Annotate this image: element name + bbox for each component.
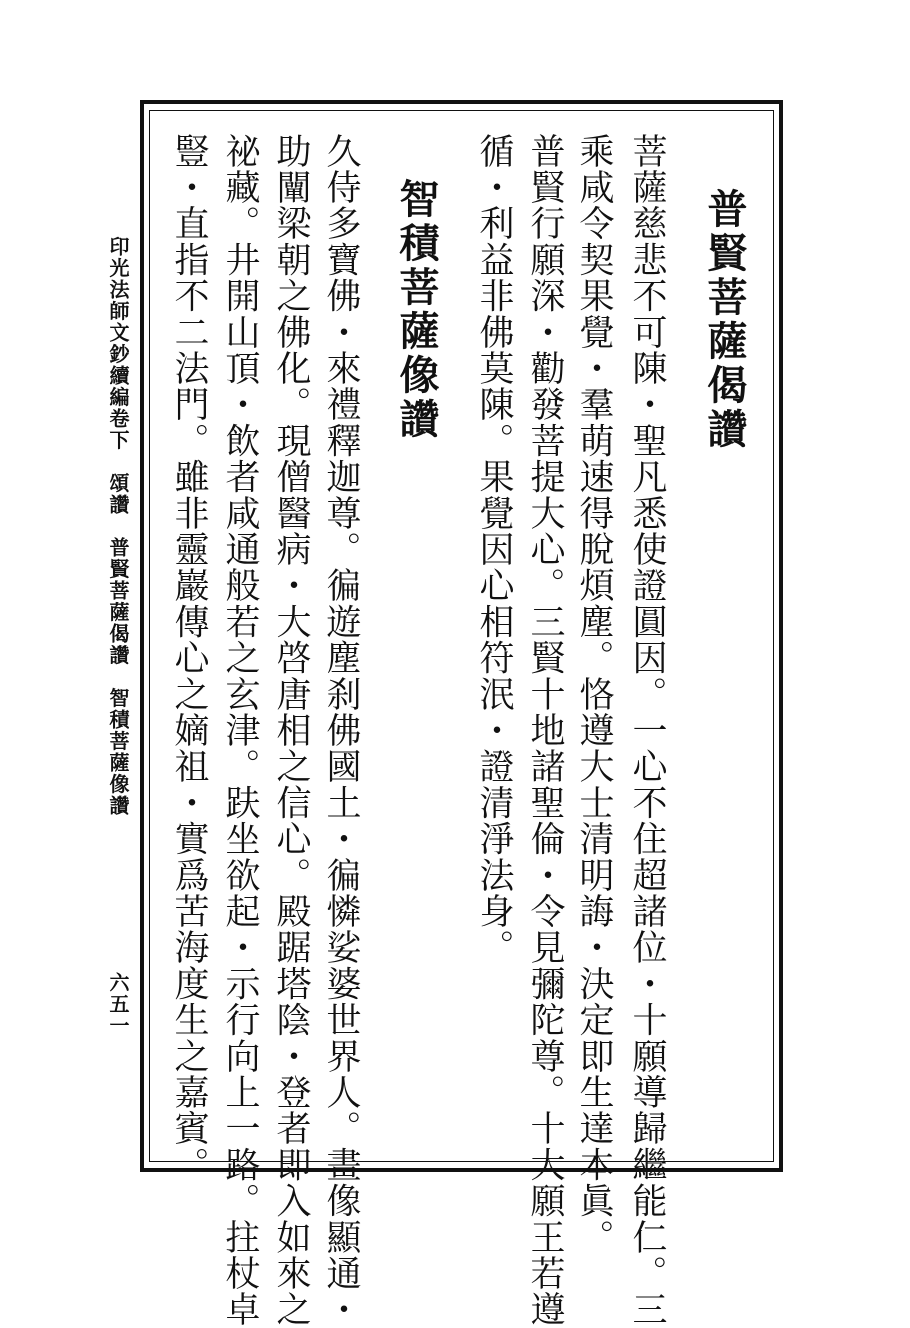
running-head: 印光法師文鈔續編卷下 頌讚 普賢菩薩偈讚 智積菩薩像讚 (106, 236, 130, 817)
text-line: 久侍多寶佛・來禮釋迦尊。徧遊塵刹佛國土・徧憐娑婆世界人。畫像顯通・ (321, 133, 361, 1328)
text-line: 祕藏。井開山頂・飲者咸通般若之玄津。趺坐欲起・示行向上一路。拄杖卓 (220, 133, 260, 1328)
section-title-puxian: 普賢菩薩偈讚 (701, 188, 748, 452)
text-line: 豎・直指不二法門。雖非靈巖傳心之嫡祖・實爲苦海度生之嘉賓。 (169, 133, 209, 1183)
text-line: 助闡梁朝之佛化。現僧醫病・大啓唐相之信心。殿踞塔陰・登者即入如來之 (271, 133, 311, 1328)
text-line: 乘咸令契果覺・羣萌速得脫煩塵。恪遵大士清明誨・決定即生達本眞。 (574, 133, 614, 1256)
section-title-zhiji: 智積菩薩像讚 (393, 178, 440, 442)
text-line: 普賢行願深・勸發菩提大心。三賢十地諸聖倫・令見彌陀尊。十大願王若遵 (525, 133, 565, 1328)
text-line: 循・利益非佛莫陳。果覺因心相符泯・證清淨法身。 (474, 133, 514, 966)
page-number: 六五一 (106, 972, 130, 1037)
text-line: 菩薩慈悲不可陳・聖凡悉使證圓因。一心不住超諸位・十願導歸繼能仁。三 (627, 133, 667, 1328)
